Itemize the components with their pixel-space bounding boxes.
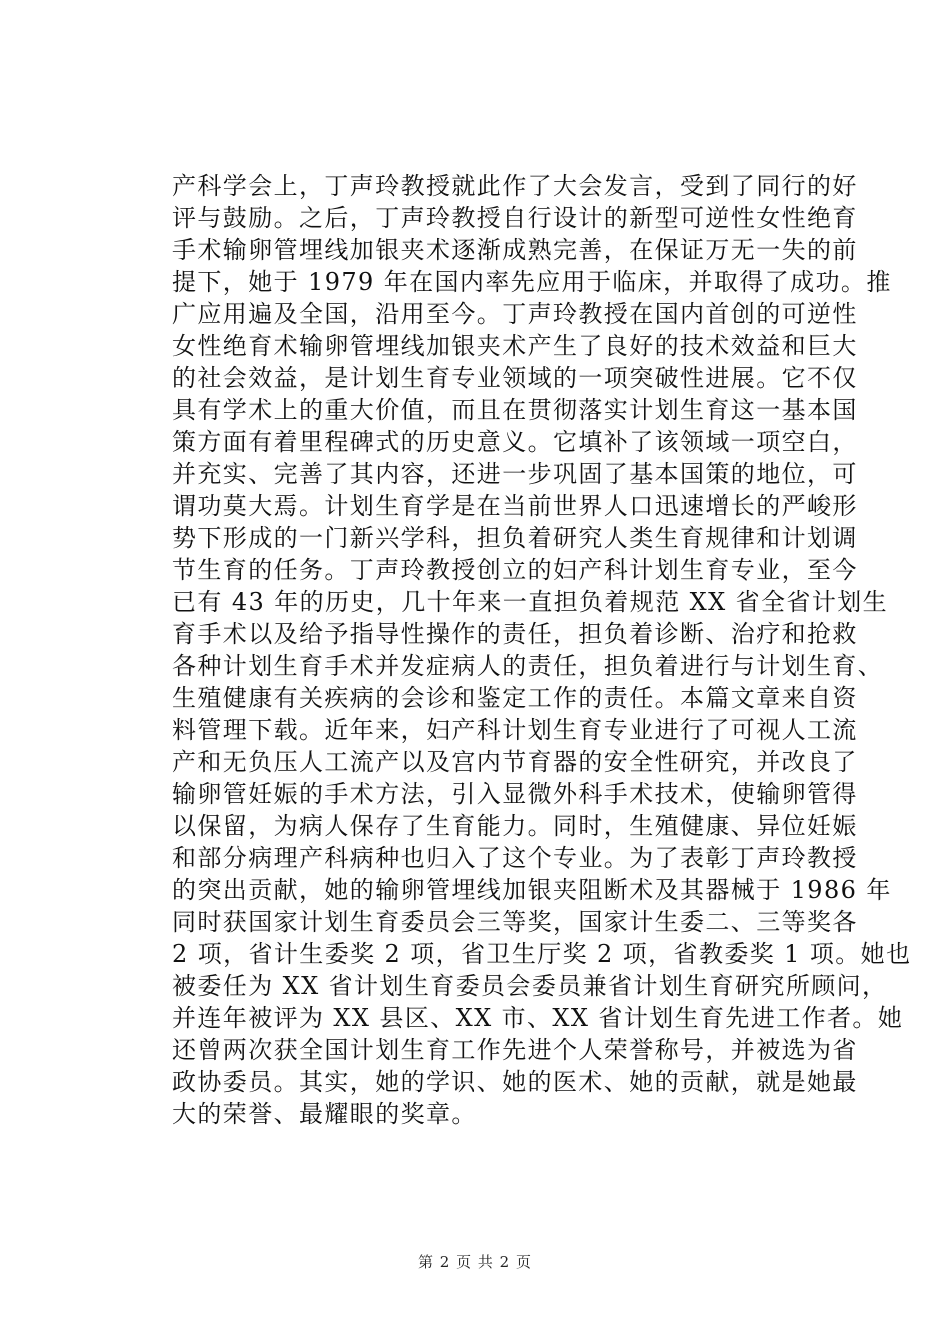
text-line-23: 的突出贡献，她的输卵管埋线加银夹阻断术及其器械于 1986 年 <box>172 876 892 904</box>
text-line-30: 大的荣誉、最耀眼的奖章。 <box>172 1100 477 1128</box>
text-line-22: 和部分病理产科病种也归入了这个专业。为了表彰丁声玲教授 <box>172 844 858 872</box>
text-line-11: 谓功莫大焉。计划生育学是在当前世界人口迅速增长的严峻形 <box>172 492 858 520</box>
text-line-24: 同时获国家计划生育委员会三等奖，国家计生委二、三等奖各 <box>172 908 858 936</box>
text-line-15: 育手术以及给予指导性操作的责任，担负着诊断、治疗和抢救 <box>172 620 858 648</box>
text-line-26: 被委任为 XX 省计划生育委员会委员兼省计划生育研究所顾问， <box>172 972 888 1000</box>
text-line-21: 以保留，为病人保存了生育能力。同时，生殖健康、异位妊娠 <box>172 812 858 840</box>
text-line-3: 手术输卵管埋线加银夹术逐渐成熟完善，在保证万无一失的前 <box>172 236 858 264</box>
text-line-20: 输卵管妊娠的手术方法，引入显微外科手术技术，使输卵管得 <box>172 780 858 808</box>
text-line-14: 已有 43 年的历史，几十年来一直担负着规范 XX 省全省计划生 <box>172 588 889 616</box>
text-line-7: 的社会效益，是计划生育专业领域的一项突破性进展。它不仅 <box>172 364 858 392</box>
page-footer <box>0 1251 950 1272</box>
text-line-17: 生殖健康有关疾病的会诊和鉴定工作的责任。本篇文章来自资 <box>172 684 858 712</box>
text-line-9: 策方面有着里程碑式的历史意义。它填补了该领域一项空白， <box>172 428 858 456</box>
body-paragraph <box>172 170 912 1130</box>
text-line-8: 具有学术上的重大价值，而且在贯彻落实计划生育这一基本国 <box>172 396 858 424</box>
page-number-label: 第 2 页 共 2 页 <box>418 1253 532 1271</box>
text-line-10: 并充实、完善了其内容，还进一步巩固了基本国策的地位，可 <box>172 460 858 488</box>
text-line-29: 政协委员。其实，她的学识、她的医术、她的贡献，就是她最 <box>172 1068 858 1096</box>
text-line-5: 广应用遍及全国，沿用至今。丁声玲教授在国内首创的可逆性 <box>172 300 858 328</box>
text-line-13: 节生育的任务。丁声玲教授创立的妇产科计划生育专业，至今 <box>172 556 858 584</box>
text-line-25: 2 项，省计生委奖 2 项，省卫生厅奖 2 项，省教委奖 1 项。她也 <box>172 940 912 968</box>
text-line-12: 势下形成的一门新兴学科，担负着研究人类生育规律和计划调 <box>172 524 858 552</box>
text-line-1: 产科学会上，丁声玲教授就此作了大会发言，受到了同行的好 <box>172 172 858 200</box>
text-line-27: 并连年被评为 XX 县区、XX 市、XX 省计划生育先进工作者。她 <box>172 1004 904 1032</box>
text-line-18: 料管理下载。近年来，妇产科计划生育专业进行了可视人工流 <box>172 716 858 744</box>
text-line-4: 提下，她于 1979 年在国内率先应用于临床，并取得了成功。推 <box>172 268 892 296</box>
text-line-19: 产和无负压人工流产以及宫内节育器的安全性研究，并改良了 <box>172 748 858 776</box>
text-line-16: 各种计划生育手术并发症病人的责任，担负着进行与计划生育、 <box>172 652 884 680</box>
text-line-6: 女性绝育术输卵管埋线加银夹术产生了良好的技术效益和巨大 <box>172 332 858 360</box>
text-line-2: 评与鼓励。之后，丁声玲教授自行设计的新型可逆性女性绝育 <box>172 204 858 232</box>
text-line-28: 还曾两次获全国计划生育工作先进个人荣誉称号，并被选为省 <box>172 1036 858 1064</box>
